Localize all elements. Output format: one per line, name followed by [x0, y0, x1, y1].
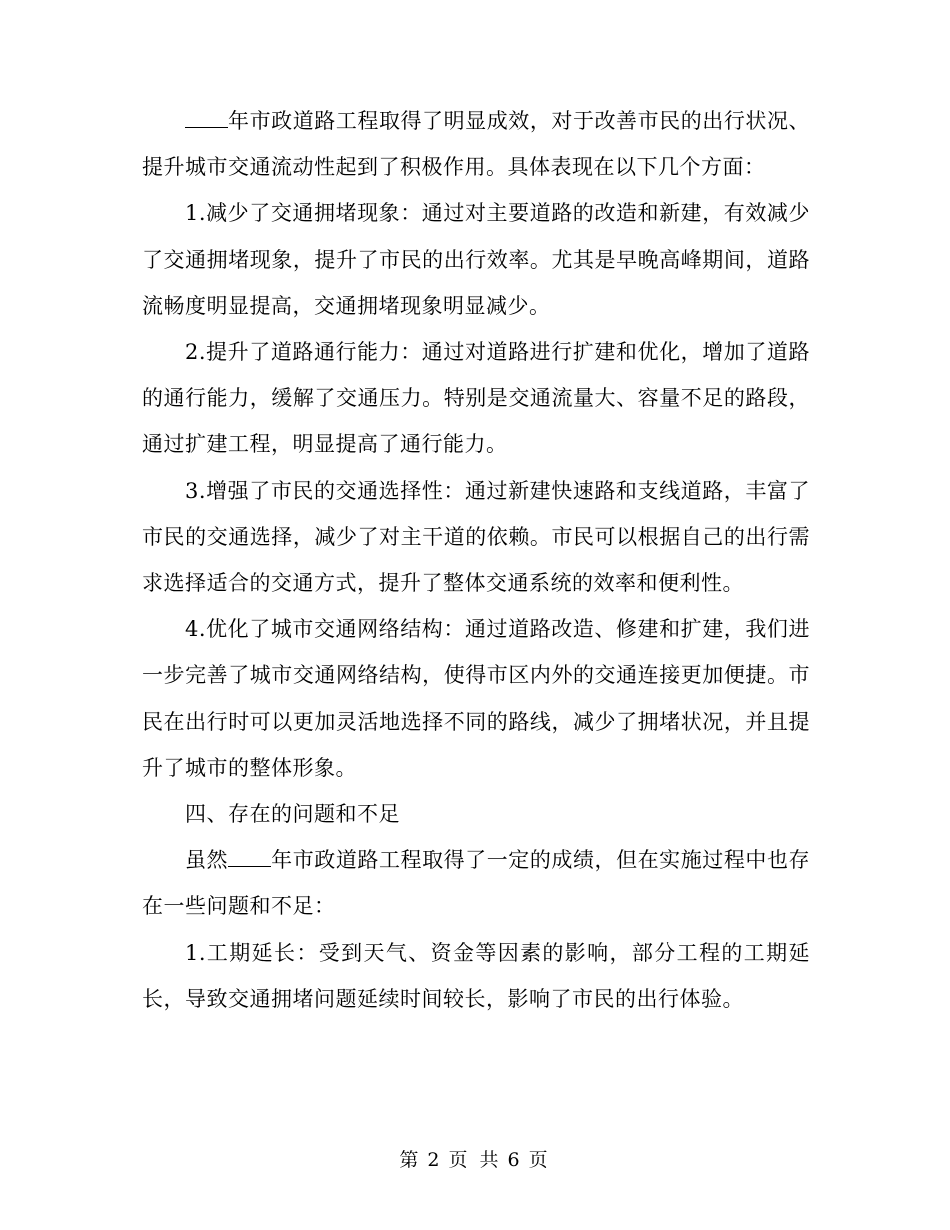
- paragraph-point-1: [142, 190, 810, 329]
- paragraph-text: 年市政道路工程取得了一定的成绩，但在实施过程中也存在一些问题和不足：: [142, 848, 811, 919]
- paragraph-text: 2.提升了道路通行能力：通过对道路进行扩建和优化，增加了道路的通行能力，缓解了交通压力。特别是交通流量大、容量不足的路段，通过扩建工程，明显提高了通行能力。: [142, 340, 810, 457]
- footer-middle: 页 共: [448, 1149, 502, 1171]
- paragraph-point-2: [142, 329, 810, 468]
- paragraph-text: 3.增强了市民的交通选择性：通过新建快速路和支线道路，丰富了市民的交通选择，减少了对主干道的依赖。市民可以根据自己的出行需求选择适合的交通方式，提升了整体交通系统的效率和便利性。: [142, 478, 810, 596]
- paragraph-text: 年市政道路工程取得了明显成效，对于改善市民的出行状况、提升城市交通流动性起到了积极作用。具体表现在以下几个方面：: [142, 109, 810, 180]
- year-blank: [185, 109, 228, 128]
- footer-prefix: 第: [399, 1149, 422, 1171]
- paragraph-point-4: [142, 606, 810, 791]
- total-pages-number: 6: [507, 1149, 523, 1171]
- paragraph-point-3: [142, 468, 810, 607]
- paragraph-intro: [142, 98, 810, 190]
- paragraph-text: 1.工期延长：受到天气、资金等因素的影响，部分工程的工期延长，导致交通拥堵问题延续时间较长，影响了市民的出行体验。: [142, 940, 810, 1011]
- page-footer: [0, 1145, 950, 1172]
- footer-suffix: 页: [528, 1149, 551, 1171]
- current-page-number: 2: [427, 1149, 443, 1171]
- section-heading: [142, 791, 810, 837]
- paragraph-text: 4.优化了城市交通网络结构：通过道路改造、修建和扩建，我们进一步完善了城市交通网络结构，使得市区内外的交通连接更加便捷。市民在出行时可以更加灵活地选择不同的路线，减少了拥堵状况，并且提升了城市的整体形象。: [142, 617, 810, 780]
- heading-text: 四、存在的问题和不足: [185, 802, 400, 827]
- paragraph-problems-intro: [142, 837, 810, 929]
- paragraph-text: 1.减少了交通拥堵现象：通过对主要道路的改造和新建，有效减少了交通拥堵现象，提升了市民的出行效率。尤其是早晚高峰期间，道路流畅度明显提高，交通拥堵现象明显减少。: [142, 201, 810, 318]
- paragraph-problem-1: [142, 930, 810, 1022]
- year-blank: [228, 848, 271, 867]
- document-body: [142, 98, 810, 1022]
- paragraph-prefix: 虽然: [185, 848, 229, 873]
